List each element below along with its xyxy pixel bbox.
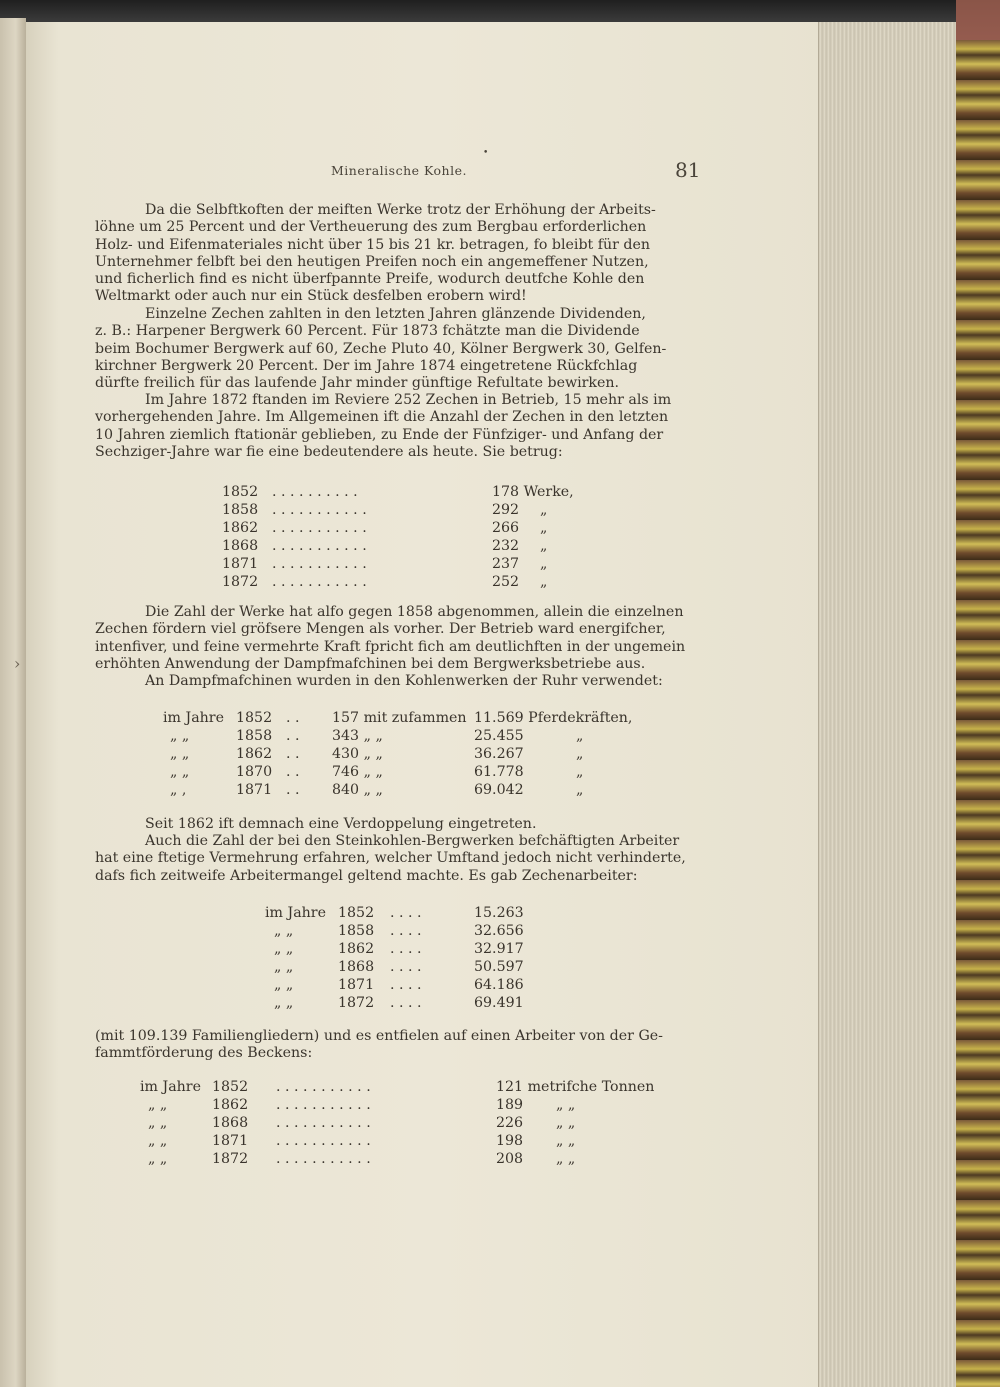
year-cell: 1852 [338, 905, 375, 921]
ditto-mark: „ [540, 538, 548, 554]
leader-dots: . . . . [390, 995, 422, 1011]
ditto-mark: „ „ [556, 1097, 576, 1113]
leader-dots: . . . . . . . . . . [272, 484, 358, 500]
book-top-shadow [0, 0, 1000, 22]
year-cell: 1858 [338, 923, 375, 939]
page-edges [818, 22, 957, 1387]
year-cell: 1871 [212, 1133, 249, 1149]
paragraph-8 [95, 1028, 698, 1063]
year-cell: 1870 [236, 764, 273, 780]
text-line: Im Jahre 1872 ftanden im Reviere 252 Zechen in Betrieb, 15 mehr als im [145, 392, 672, 408]
text-line: erhöhten Anwendung der Dampfmafchinen bei dem Bergwerksbetriebe aus. [95, 655, 646, 672]
text-line: kirchner Bergwerk 20 Percent. Der im Jahre 1874 eingetretene Rückfchlag [95, 357, 638, 374]
value-cell: 232 [492, 538, 520, 554]
paragraph-1 [95, 202, 698, 306]
count-cell: 746 „ „ [332, 764, 383, 780]
marbled-cover [956, 40, 1000, 1387]
leader-dots: . . . . . . . . . . . [276, 1097, 371, 1113]
prefix-cell: im Jahre [140, 1079, 201, 1095]
year-cell: 1871 [236, 782, 273, 798]
value-cell: 69.491 [474, 995, 524, 1011]
year-cell: 1868 [212, 1115, 249, 1131]
header-mark: • [483, 148, 489, 158]
text-line: Zechen fördern viel gröfsere Mengen als vorher. Der Betrieb ward energifcher, [95, 621, 666, 638]
ditto-mark: „ „ [556, 1133, 576, 1149]
value-cell: 15.263 [474, 905, 524, 921]
ditto-mark: „ [576, 728, 584, 744]
leader-dots: . . . . . . . . . . . [276, 1133, 371, 1149]
value-cell: 198 [496, 1133, 524, 1149]
text-line: Auch die Zahl der bei den Steinkohlen-Bergwerken befchäftigten Arbeiter [145, 833, 680, 849]
text-line: Einzelne Zechen zahlten in den letzten Jahren glänzende Dividenden, [145, 306, 646, 322]
count-cell: 430 „ „ [332, 746, 383, 762]
leader-dots: . . . . . . . . . . . [272, 538, 367, 554]
count-cell: 840 „ „ [332, 782, 383, 798]
year-cell: 1862 [236, 746, 273, 762]
leader-dots: . . . . . . . . . . . [272, 574, 367, 590]
ditto-mark: „ „ [556, 1151, 576, 1167]
left-page-edge [0, 18, 26, 1387]
value-cell: 189 [496, 1097, 524, 1113]
leader-dots: . . . . [390, 941, 422, 957]
ditto-mark: „ [576, 782, 584, 798]
text-line: 10 Jahren ziemlich ftationär geblieben, zu Ende der Fünfziger- und Anfang der [95, 426, 664, 443]
ditto-prefix: „ „ [148, 1133, 168, 1149]
count-cell: 343 „ „ [332, 728, 383, 744]
ditto-mark: „ „ [556, 1115, 576, 1131]
year-cell: 1862 [338, 941, 375, 957]
year-cell: 1868 [338, 959, 375, 975]
prefix-cell: im Jahre [163, 710, 224, 726]
ditto-prefix: „ , [170, 782, 187, 798]
text-line: fammtförderung des Beckens: [95, 1045, 313, 1062]
ditto-mark: „ [540, 502, 548, 518]
value-cell: 292 [492, 502, 520, 518]
value-cell: 121 metrifche Tonnen [496, 1079, 655, 1095]
year-cell: 1872 [212, 1151, 249, 1167]
leader-dots: . . . . . . . . . . . [276, 1151, 371, 1167]
paragraph-2 [95, 306, 698, 392]
year-cell: 1852 [236, 710, 273, 726]
value-cell: 252 [492, 574, 520, 590]
paragraph-6 [95, 816, 698, 833]
year-cell: 1858 [222, 502, 259, 518]
year-cell: 1862 [212, 1097, 249, 1113]
year-cell: 1868 [222, 538, 259, 554]
ditto-prefix: „ „ [148, 1097, 168, 1113]
ditto-mark: „ [540, 574, 548, 590]
leader-dots: . . [286, 782, 300, 798]
ditto-prefix: „ „ [274, 977, 294, 993]
leader-dots: . . [286, 710, 300, 726]
ditto-prefix: „ „ [274, 959, 294, 975]
leader-dots: . . . . [390, 923, 422, 939]
margin-mark: › [14, 654, 21, 673]
text-line: z. B.: Harpener Bergwerk 60 Percent. Für 1873 fchätzte man die Dividende [95, 323, 640, 340]
text-line: Holz- und Eifenmateriales nicht über 15 bis 21 kr. betragen, fo bleibt für den [95, 236, 651, 253]
text-line: vorhergehenden Jahre. Im Allgemeinen ift die Anzahl der Zechen in den letzten [95, 409, 669, 426]
value-cell: 266 [492, 520, 520, 536]
paragraph-3 [95, 392, 698, 461]
ditto-prefix: „ „ [274, 941, 294, 957]
value-cell: 208 [496, 1151, 524, 1167]
text-line: Weltmarkt oder auch nur ein Stück desfelben erobern wird! [95, 288, 527, 305]
horsepower-cell: 25.455 [474, 728, 524, 744]
text-line: An Dampfmafchinen wurden in den Kohlenwerken der Ruhr verwendet: [145, 673, 663, 689]
text-line: (mit 109.139 Familiengliedern) und es entfielen auf einen Arbeiter von der Ge- [95, 1028, 663, 1044]
text-line: und ficherlich find es nicht überfpannte Preife, wodurch deutfche Kohle den [95, 271, 645, 288]
value-cell: 178 Werke, [492, 484, 574, 500]
page-number: 81 [675, 158, 701, 182]
ditto-prefix: „ „ [170, 764, 190, 780]
leader-dots: . . . . . . . . . . . [272, 502, 367, 518]
leader-dots: . . . . [390, 977, 422, 993]
ditto-prefix: „ „ [170, 728, 190, 744]
year-cell: 1872 [338, 995, 375, 1011]
year-cell: 1871 [222, 556, 259, 572]
text-line: Seit 1862 ift demnach eine Verdoppelung eingetreten. [145, 816, 537, 832]
paragraph-4 [95, 604, 698, 673]
year-cell: 1872 [222, 574, 259, 590]
leader-dots: . . . . . . . . . . . [272, 520, 367, 536]
paragraph-5 [95, 673, 698, 690]
ditto-mark: „ [576, 746, 584, 762]
leader-dots: . . [286, 728, 300, 744]
leader-dots: . . . . [390, 959, 422, 975]
year-cell: 1852 [222, 484, 259, 500]
ditto-prefix: „ „ [274, 995, 294, 1011]
horsepower-cell: 61.778 [474, 764, 524, 780]
leader-dots: . . . . . . . . . . . [276, 1079, 371, 1095]
year-cell: 1858 [236, 728, 273, 744]
text-line: Die Zahl der Werke hat alfo gegen 1858 abgenommen, allein die einzelnen [145, 604, 684, 620]
year-cell: 1871 [338, 977, 375, 993]
prefix-cell: im Jahre [265, 905, 326, 921]
ditto-prefix: „ „ [148, 1151, 168, 1167]
ditto-mark: „ [540, 556, 548, 572]
leader-dots: . . . . . . . . . . . [272, 556, 367, 572]
text-line: Da die Selbftkoften der meiften Werke trotz der Erhöhung der Arbeits- [145, 202, 656, 218]
text-line: Unternehmer felbft bei den heutigen Preifen noch ein angemeffener Nutzen, [95, 253, 649, 270]
text-line: intenfiver, und feine vermehrte Kraft fpricht fich am deutlichften in der ungemein [95, 638, 686, 655]
value-cell: 226 [496, 1115, 524, 1131]
leader-dots: . . . . [390, 905, 422, 921]
text-line: dafs fich zeitweife Arbeitermangel geltend machte. Es gab Zechenarbeiter: [95, 867, 638, 884]
text-line: Sechziger-Jahre war fie eine bedeutendere als heute. Sie betrug: [95, 443, 563, 460]
horsepower-cell: 69.042 [474, 782, 524, 798]
ditto-mark: „ [540, 520, 548, 536]
value-cell: 32.656 [474, 923, 524, 939]
running-header: Mineralische Kohle. [331, 163, 467, 178]
horsepower-cell: 36.267 [474, 746, 524, 762]
paragraph-7 [95, 833, 698, 885]
leader-dots: . . . . . . . . . . . [276, 1115, 371, 1131]
leader-dots: . . [286, 746, 300, 762]
ditto-prefix: „ „ [170, 746, 190, 762]
year-cell: 1852 [212, 1079, 249, 1095]
count-cell: 157 mit zufammen [332, 710, 467, 726]
text-line: beim Bochumer Bergwerk auf 60, Zeche Pluto 40, Kölner Bergwerk 30, Gelfen- [95, 340, 667, 357]
text-line: hat eine ftetige Vermehrung erfahren, welcher Umftand jedoch nicht verhinderte, [95, 850, 686, 867]
horsepower-cell: 11.569 Pferdekräften, [474, 710, 633, 726]
value-cell: 32.917 [474, 941, 524, 957]
text-line: löhne um 25 Percent und der Vertheuerung des zum Bergbau erforderlichen [95, 219, 647, 236]
value-cell: 237 [492, 556, 520, 572]
value-cell: 64.186 [474, 977, 524, 993]
text-line: dürfte freilich für das laufende Jahr minder günftige Refultate bewirken. [95, 375, 620, 392]
ditto-prefix: „ „ [274, 923, 294, 939]
value-cell: 50.597 [474, 959, 524, 975]
ditto-prefix: „ „ [148, 1115, 168, 1131]
year-cell: 1862 [222, 520, 259, 536]
leader-dots: . . [286, 764, 300, 780]
ditto-mark: „ [576, 764, 584, 780]
